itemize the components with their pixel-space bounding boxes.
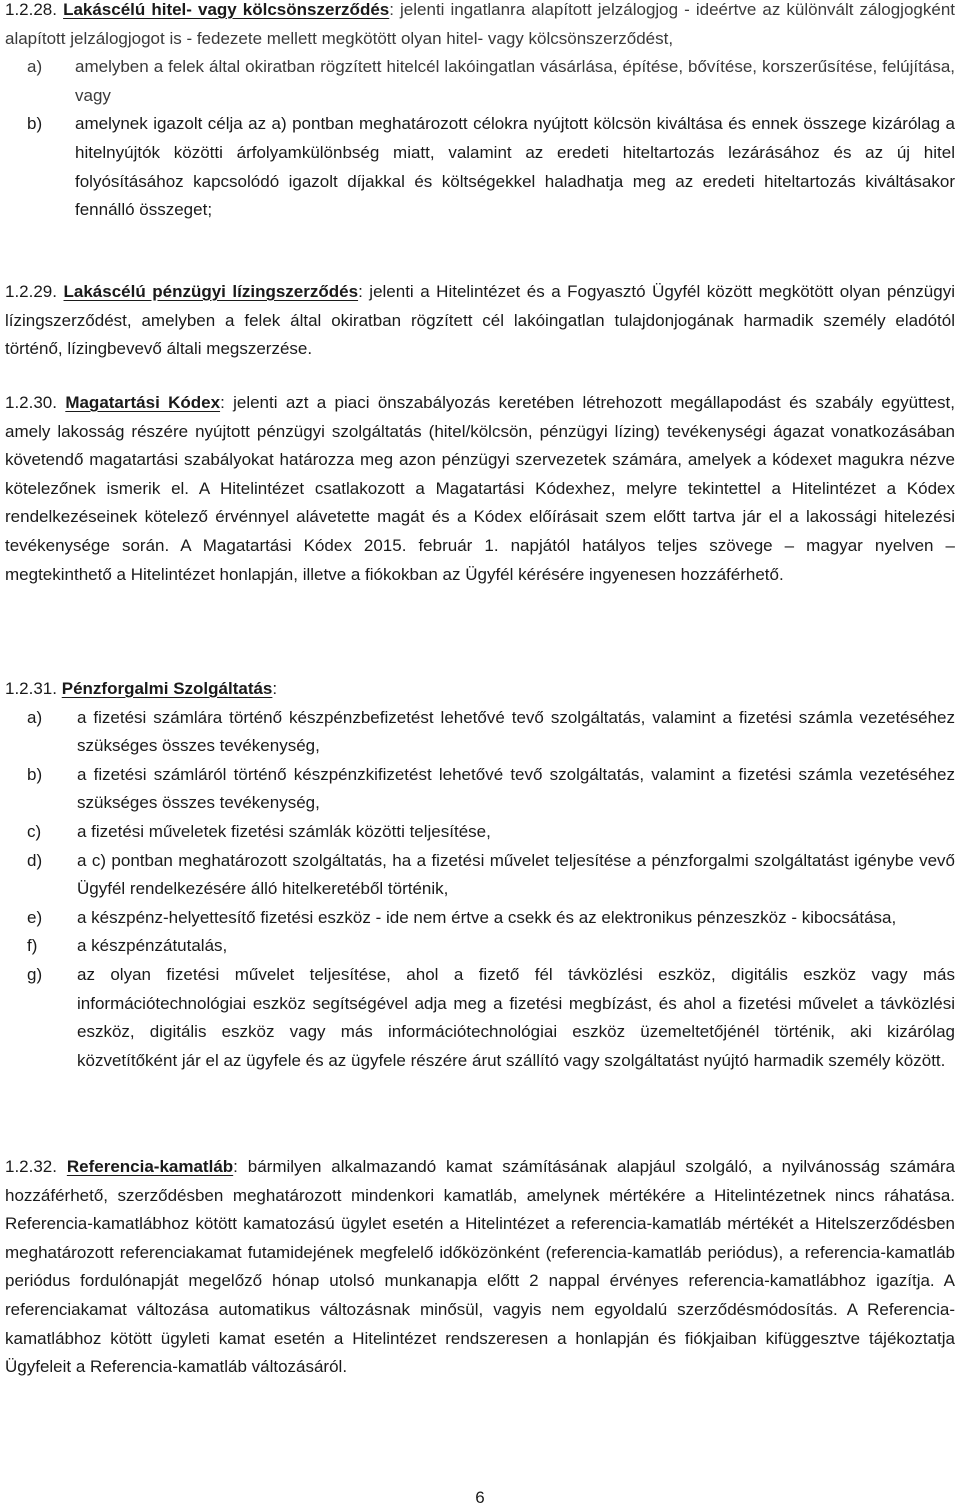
section-title: Lakáscélú hitel- vagy kölcsönszerződés	[63, 0, 390, 19]
section-title: Lakáscélú pénzügyi lízingszerződés	[63, 282, 359, 301]
section-1-2-31-list	[5, 704, 955, 1076]
section-number: 1.2.29.	[5, 282, 57, 301]
list-item	[5, 847, 955, 904]
list-item-text: a készpénz-helyettesítő fizetési eszköz - ide nem értve a csekk és az elektronikus pénzeszköz - kibocsátása,	[77, 907, 897, 927]
list-item	[5, 110, 955, 224]
list-marker: g)	[27, 964, 43, 984]
section-body-text: : bármilyen alkalmazandó kamat számításának alapjául szolgáló, a nyilvánosság számára hozzáférhető, szerződésben meghatározott mindenkori kamatláb, amelynek mértékére a Hitelintézetnek nincs ráhatása. Referencia-kamatlábhoz kötött kamatozású ügylet esetén a Hitelintézet a referencia-kamatláb mértékét a Hitelszerződésben meghatározott referenciakamat futamidejének megfelelő időközönként (referencia-kamatláb periódus), a referencia-kamatláb periódus fordulónapját megelőző hónap utolsó munkanapja előtt 2 nappal érvényes referencia-kamatlábhoz igazítja. A referenciakamat változása automatikus változásnak minősül, vagyis nem egyoldalú szerződésmódosítás. A Referencia-kamatlábhoz kötött ügyleti kamat esetén a Hitelintézet rendszeresen a honlapján és fiókjaiban kifüggesztve tájékoztatja Ügyfeleit a Referencia-kamatláb változásáról.	[5, 1157, 955, 1377]
list-marker: f)	[27, 936, 38, 956]
section-title: Pénzforgalmi Szolgáltatás	[61, 679, 273, 698]
section-intro-text: : jelenti ingatlanra alapított jelzálogjog - ideértve az különvált zálogjogként alapított jelzálogjogot is - fedezete mellett megkötött olyan hitel- vagy kölcsönszerződést,	[5, 0, 956, 48]
list-item-text: a készpénzátutalás,	[77, 936, 228, 956]
list-marker: e)	[27, 907, 43, 927]
section-number: 1.2.32.	[5, 1157, 57, 1176]
page-number: 6	[475, 1488, 485, 1507]
section-number: 1.2.31.	[5, 679, 57, 698]
list-item	[5, 904, 955, 933]
section-number: 1.2.28.	[5, 0, 57, 19]
list-item-text: a c) pontban meghatározott szolgáltatás, ha a fizetési művelet teljesítése a pénzforgalmi szolgáltatást igénybe vevő Ügyfél rendelkezésére álló hitelkeretéből történik,	[77, 850, 955, 899]
list-marker: b)	[27, 114, 43, 134]
section-1-2-31	[5, 675, 955, 1075]
section-title: Referencia-kamatláb	[66, 1157, 234, 1176]
section-1-2-28-list	[5, 53, 955, 225]
section-colon: :	[272, 679, 278, 698]
section-1-2-31-heading	[5, 675, 955, 704]
section-1-2-30	[5, 389, 955, 589]
list-item	[5, 932, 955, 961]
list-item	[5, 53, 955, 110]
section-1-2-29	[5, 278, 955, 364]
list-marker: a)	[27, 57, 43, 77]
list-marker: c)	[27, 821, 42, 841]
list-item	[5, 761, 955, 818]
list-item-text: amelynek igazolt célja az a) pontban meghatározott célokra nyújtott kölcsön kiváltása és ennek összege kizárólag a hitelnyújtók közötti árfolyamkülönbség miatt, valamint az eredeti hiteltartozás lezárásához és az új hitel folyósításához kapcsolódó igazolt díjakkal és költségekkel haladhatja meg az eredeti hiteltartozás kiváltásakor fennálló összeget;	[75, 114, 955, 220]
section-1-2-28-intro	[5, 0, 955, 53]
section-1-2-30-text	[5, 389, 955, 589]
section-number: 1.2.30.	[5, 393, 57, 412]
section-1-2-29-text	[5, 278, 955, 364]
list-item-text: a fizetési számlára történő készpénzbefizetést lehetővé tevő szolgáltatás, valamint a fizetési számla vezetéséhez szükséges összes tevékenység,	[77, 707, 955, 756]
list-item	[5, 704, 955, 761]
section-1-2-32-text	[5, 1153, 955, 1382]
section-1-2-32	[5, 1153, 955, 1382]
list-item-text: a fizetési számláról történő készpénzkifizetést lehetővé tevő szolgáltatás, valamint a fizetési számla vezetéséhez szükséges összes tevékenység,	[77, 764, 955, 813]
section-title: Magatartási Kódex	[65, 393, 221, 412]
list-marker: a)	[27, 707, 43, 727]
section-body-text: : jelenti a Hitelintézet és a Fogyasztó Ügyfél között megkötött olyan pénzügyi lízingszerződést, amelyben a felek által okiratban rögzített cél lakóingatlan tulajdonjogának harmadik személy eladótól történő, lízingbevevő általi megszerzése.	[5, 282, 955, 359]
list-item-text: a fizetési műveletek fizetési számlák közötti teljesítése,	[77, 821, 491, 841]
section-1-2-28	[5, 0, 955, 225]
list-item	[5, 961, 955, 1075]
list-item-text: amelyben a felek által okiratban rögzített hitelcél lakóingatlan vásárlása, építése, bővítése, korszerűsítése, felújítása, vagy	[75, 57, 955, 105]
section-body-text: : jelenti azt a piaci önszabályozás keretében létrehozott megállapodást és szabály együttest, amely lakosság részére nyújtott pénzügyi szolgáltatás (hitel/kölcsön, pénzügyi lízing) tevékenységi ágazat vonatkozásában követendő magatartási szabályokat határozza meg azon pénzügyi szervezetek számára, amelyek a kódexet magukra nézve kötelezőnek ismerik el. A Hitelintézet csatlakozott a Magatartási Kódexhez, melyre tekintettel a Hitelintézet a Kódex rendelkezéseinek kötelező érvénnyel alávetette magát és a Kódex előírásait szem előtt tartva jár el a lakossági hitelezési tevékenysége során. A Magatartási Kódex 2015. február 1. napjától hatályos teljes szövege – magyar nyelven – megtekinthető a Hitelintézet honlapján, illetve a fiókokban az Ügyfél kérésére ingyenesen hozzáférhető.	[5, 393, 955, 584]
list-marker: d)	[27, 850, 43, 870]
list-item	[5, 818, 955, 847]
list-marker: b)	[27, 764, 43, 784]
list-item-text: az olyan fizetési művelet teljesítése, ahol a fizető fél távközlési eszköz, digitális eszköz vagy más információtechnológiai eszköz segítségével adja meg a fizetési megbízást, és ahol a fizetési művelet a távközlési eszköz, digitális eszköz vagy más információtechnológiai eszköz üzemeltetőjénél történik, aki kizárólag közvetítőként jár el az ügyfele és az ügyfele részére árut szállító vagy szolgáltatást nyújtó harmadik személy között.	[77, 964, 955, 1070]
